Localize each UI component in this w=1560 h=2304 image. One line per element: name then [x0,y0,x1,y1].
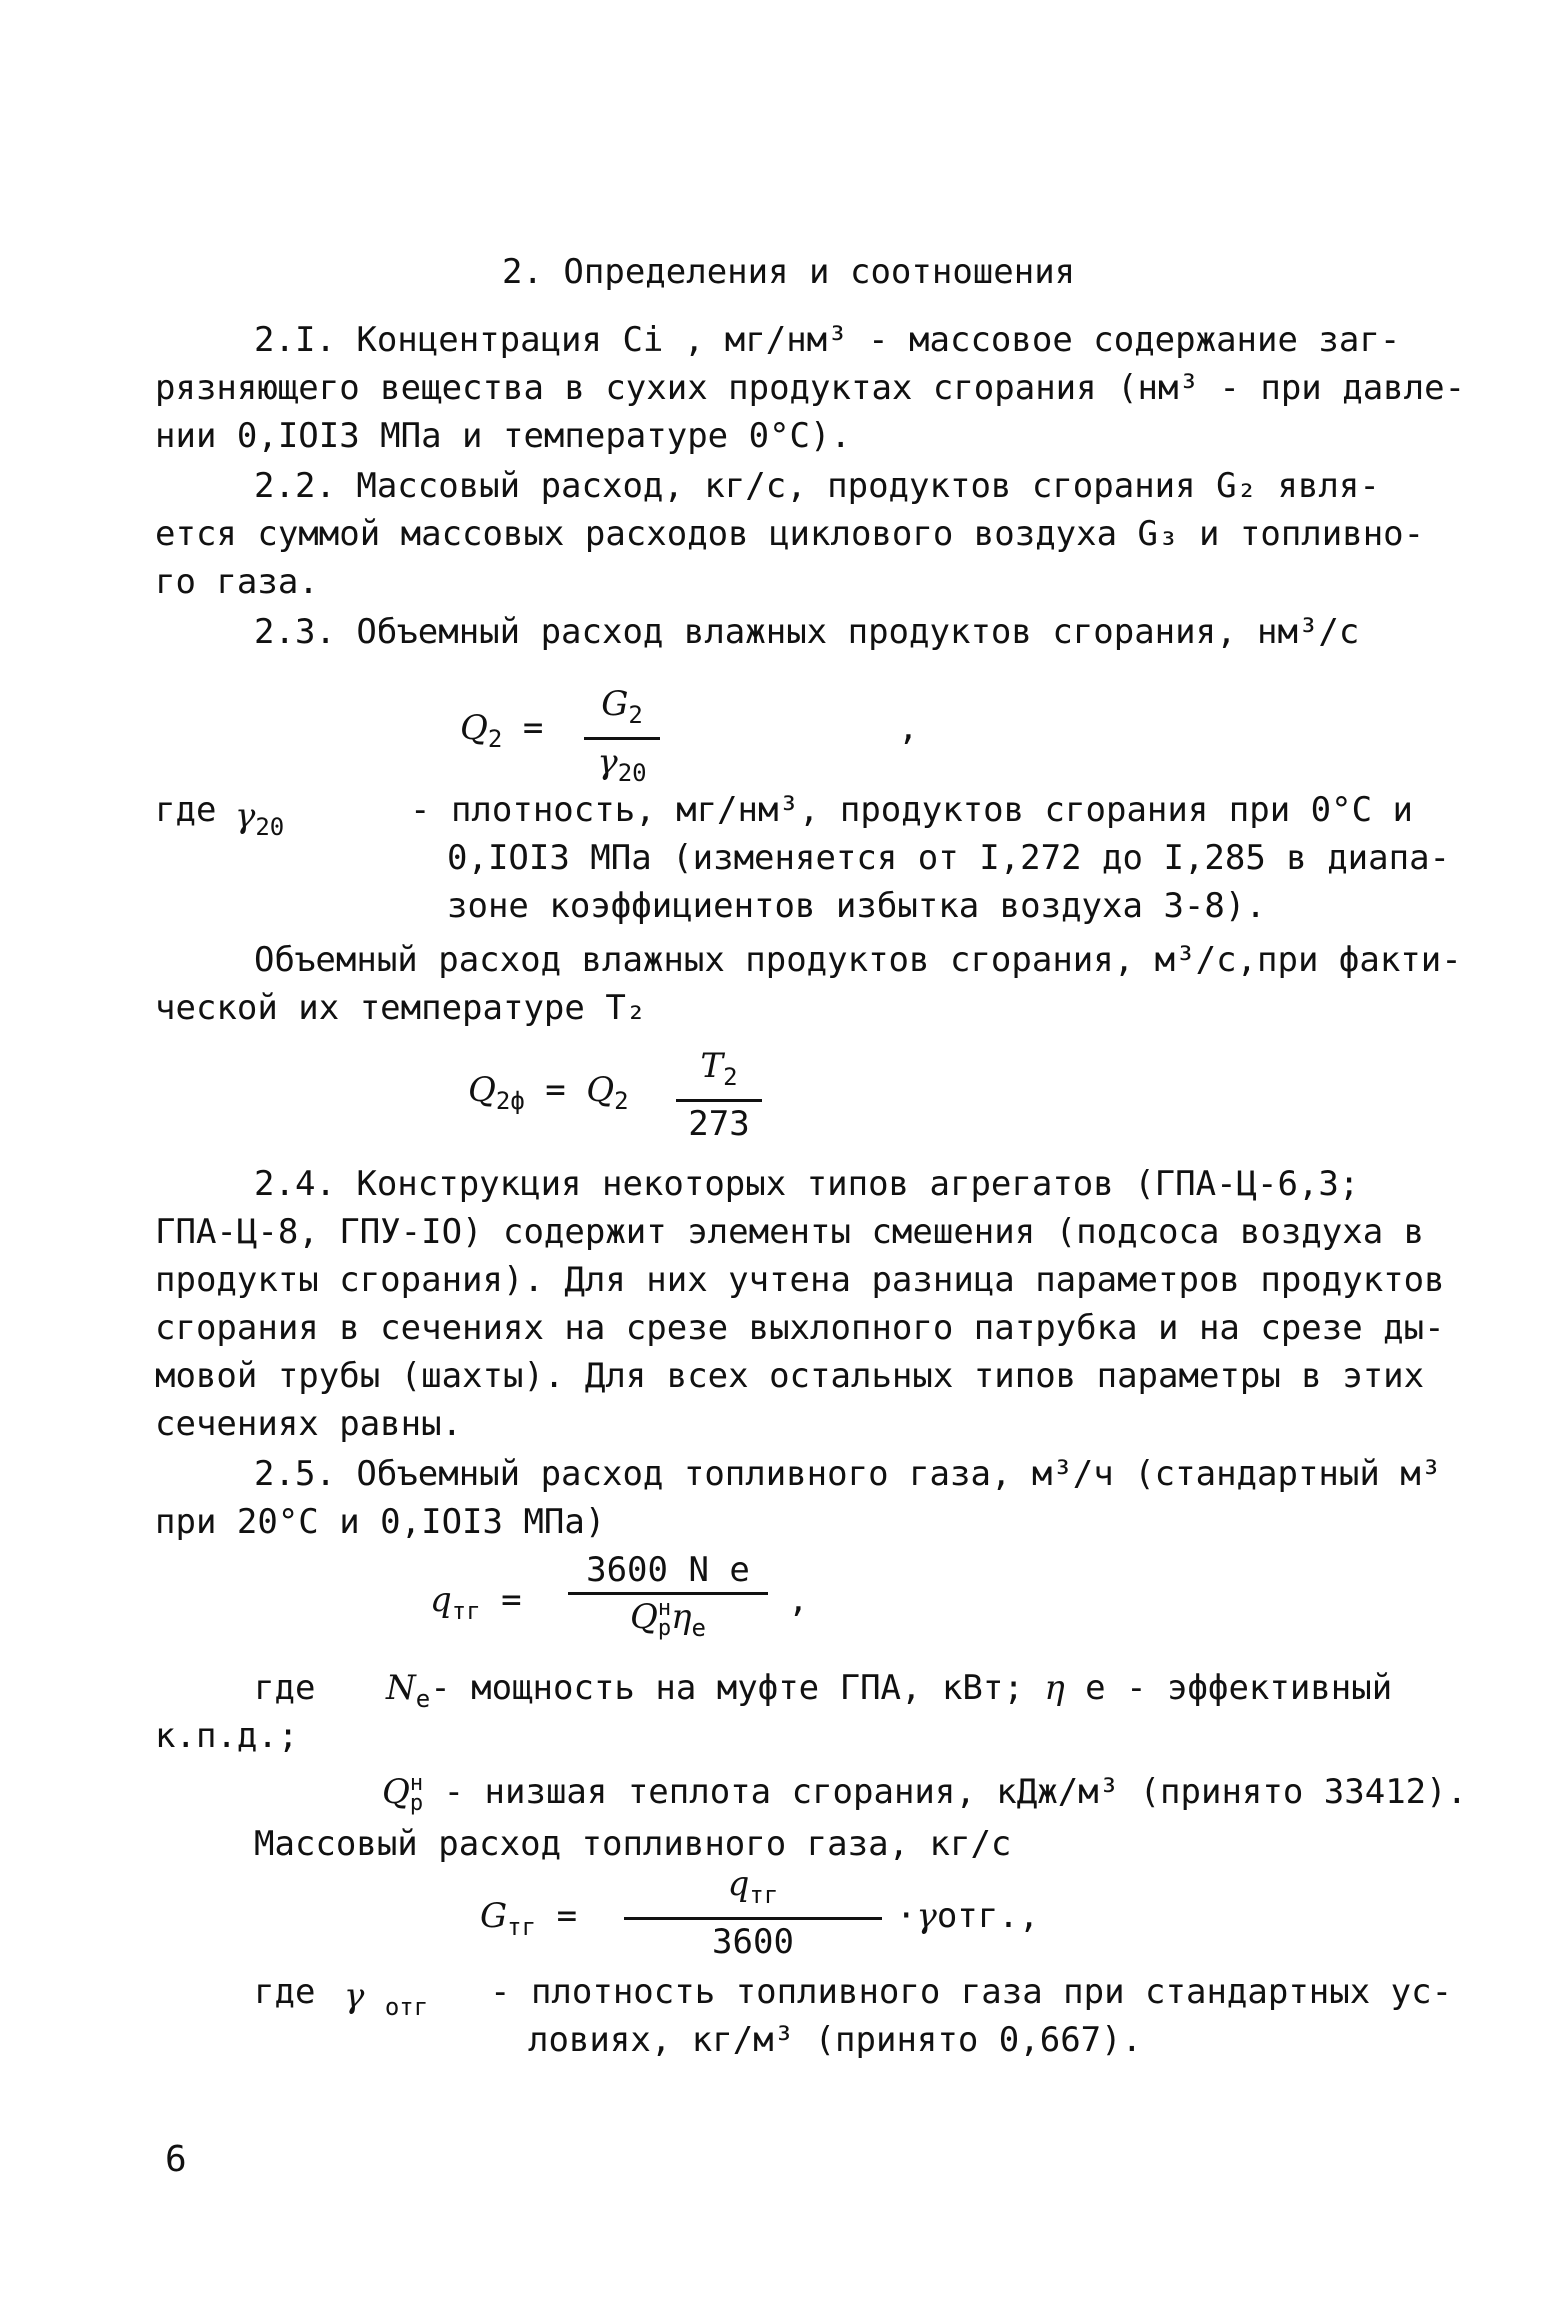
formula-2-lhs: $Q_{2ф} = Q_2$ [468,1070,629,1115]
para-2-4-line-6: сечениях равны. [155,1404,463,1444]
formula-1-num: $G_2$ [601,684,643,729]
where-4-line-2: ловиях, кг/м³ (принято 0,667). [528,2020,1143,2060]
formula-3-lhs: $q_{тг}$ = [430,1580,522,1625]
formula-1-bar [584,737,660,740]
para-2-2-line-3: го газа. [155,562,319,602]
where-4-label: где [254,1972,316,2012]
formula-4-tail: ·γотг., [896,1896,1040,1936]
formula-2-bar [676,1099,762,1102]
where-1-line-1: - плотность, мг/нм³, продуктов сгорания при 0°С и [410,790,1414,830]
where-4-line-1: - плотность топливного газа при стандартных ус- [490,1972,1453,2012]
formula-4-fraction [624,1864,882,1962]
formula-1-lhs-sub: 2 [487,725,503,753]
page-number: 6 [165,2139,187,2180]
formula-1-eq: = [522,708,544,748]
formula-2-den: 273 [688,1104,750,1144]
para-2-5-line-2: при 20°С и 0,IOI3 МПа) [155,1502,606,1542]
formula-1-lhs-sym: Q [460,708,488,748]
para-2-4-line-4: сгорания в сечениях на срезе выхлопного патрубка и на срезе ды- [155,1308,1445,1348]
para-2-3b-line-2: ческой их температуре Т₂ [155,988,647,1028]
where-4-symbol: γ $_{отг}$ [344,1976,429,2021]
para-2-4-line-2: ГПА-Ц-8, ГПУ-IO) содержит элементы смешения (подсоса воздуха в [155,1212,1425,1252]
para-2-3b-line-1: Объемный расход влажных продуктов сгорания, м³/с,при факти- [254,940,1462,980]
formula-3-fraction [568,1550,768,1648]
where-2-line-2: к.п.д.; [155,1716,299,1756]
para-2-1-line-1: 2.I. Концентрация Сi , мг/нм³ - массовое содержание заг- [254,320,1401,360]
formula-4-bar [624,1917,882,1920]
formula-2-num: $T_2$ [700,1046,738,1091]
para-2-2-line-1: 2.2. Массовый расход, кг/с, продуктов сгорания G₂ явля- [254,466,1380,506]
where-1-line-2: 0,IOI3 МПа (изменяется от I,272 до I,285 в диапа- [447,838,1451,878]
formula-4-den: 3600 [712,1922,794,1962]
formula-4-num: $q_{тг}$ [727,1864,779,1909]
formula-1-lhs [460,708,543,759]
where-1-label: где [155,790,217,830]
where-2-line-1: $N_e-$ мощность на муфте ГПА, кВт; η е - эффективный [386,1668,1393,1713]
formula-1-tail: , [898,708,919,748]
formula-2-fraction [676,1046,762,1144]
where-2-label: где [254,1668,316,1708]
para-2-4-line-5: мовой трубы (шахты). Для всех остальных типов параметры в этих [155,1356,1425,1396]
formula-3-bar [568,1592,768,1595]
section-heading: 2. Определения и соотношения [502,252,1076,292]
formula-1-den: $\gamma_{20}$ [597,742,647,787]
where-1-line-3: зоне коэффициентов избытка воздуха 3-8). [447,886,1266,926]
para-2-2-line-2: ется суммой массовых расходов циклового воздуха G₃ и топливно- [155,514,1425,554]
formula-1-fraction [584,684,660,793]
para-2-4-line-3: продукты сгорания). Для них учтена разница параметров продуктов [155,1260,1445,1300]
para-2-1-line-3: нии 0,IOI3 МПа и температуре 0°С). [155,416,851,456]
para-2-4-line-1: 2.4. Конструкция некоторых типов агрегатов (ГПА-Ц-6,3; [254,1164,1360,1204]
where-3-line: Q н р - низшая теплота сгорания, кДж/м³ (принято 33412). [382,1770,1468,1816]
para-2-5b-line-1: Массовый расход топливного газа, кг/с [254,1824,1012,1864]
formula-3-tail: , [788,1580,809,1620]
para-2-5-line-1: 2.5. Объемный расход топливного газа, м³/ч (стандартный м³ [254,1454,1442,1494]
formula-3-den: Q н р $\eta_e$ [630,1595,706,1642]
formula-4-lhs: $G_{тг}$ = [480,1896,578,1941]
para-2-3-line-1: 2.3. Объемный расход влажных продуктов сгорания, нм³/с [254,612,1360,652]
formula-3-num: 3600 N e [586,1550,750,1590]
where-1-symbol: $\gamma_{20}$ [235,796,285,841]
para-2-1-line-2: рязняющего вещества в сухих продуктах сгорания (нм³ - при давле- [155,368,1466,408]
